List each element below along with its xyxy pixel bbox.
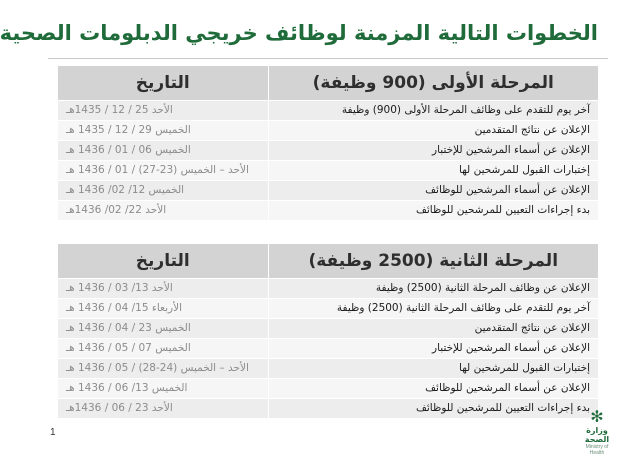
step-cell: الإعلان عن نتائج المتقدمين xyxy=(268,318,598,338)
step-cell: بدء إجراءات التعيين للمرشحين للوظائف xyxy=(268,398,598,418)
date-cell: الأحد 25 / 12 / 1435هـ xyxy=(58,100,268,120)
date-cell: الخميس 07 / 05 / 1436 هـ xyxy=(58,338,268,358)
page-title: الخطوات التالية المزمنة لوظائف خريجي الدبلومات الصحية xyxy=(0,21,598,45)
step-cell: الإعلان عن وظائف المرحلة الثانية (2500) وظيفة xyxy=(268,278,598,298)
step-cell: آخر يوم للتقدم على وظائف المرحلة الأولى (900) وظيفة xyxy=(268,100,598,120)
phase2-heading: المرحلة الثانية (2500 وظيفة) xyxy=(268,244,598,278)
phase2-date-heading: التاريخ xyxy=(58,244,268,278)
table-row xyxy=(58,398,598,418)
date-cell: الخميس 29 / 12 / 1435 هـ xyxy=(58,120,268,140)
date-cell: الخميس 06 / 01 / 1436 هـ xyxy=(58,140,268,160)
table-row xyxy=(58,298,598,318)
phase1-header-row xyxy=(58,66,598,100)
table-row xyxy=(58,100,598,120)
date-cell: الخميس 23 / 04 / 1436 هـ xyxy=(58,318,268,338)
page-number: 1 xyxy=(50,427,56,438)
title-divider xyxy=(48,58,608,59)
ministry-logo xyxy=(578,407,616,456)
date-cell: الخميس 13/ 06 / 1436 هـ xyxy=(58,378,268,398)
table-row xyxy=(58,160,598,180)
step-cell: الإعلان عن أسماء المرشحين للوظائف xyxy=(268,378,598,398)
step-cell: بدء إجراءات التعيين للمرشحين للوظائف xyxy=(268,200,598,220)
moh-emblem-icon: ✻ xyxy=(590,407,604,426)
step-cell: إختبارات القبول للمرشحين لها xyxy=(268,358,598,378)
date-cell: الأحد 13/ 03 / 1436 هـ xyxy=(58,278,268,298)
logo-subtext: Ministry of Health xyxy=(585,444,609,456)
step-cell: آخر يوم للتقدم على وظائف المرحلة الثانية (2500) وظيفة xyxy=(268,298,598,318)
table-row xyxy=(58,278,598,298)
date-cell: الأحد 22/ 02/ 1436هـ xyxy=(58,200,268,220)
step-cell: الإعلان عن أسماء المرشحين للإختبار xyxy=(268,338,598,358)
table-row xyxy=(58,358,598,378)
table-row xyxy=(58,200,598,220)
step-cell: إختبارات القبول للمرشحين لها xyxy=(268,160,598,180)
phase1-heading: المرحلة الأولى (900 وظيفة) xyxy=(268,66,598,100)
date-cell: الأربعاء 15/ 04 / 1436 هـ xyxy=(58,298,268,318)
table-row xyxy=(58,140,598,160)
step-cell: الإعلان عن نتائج المتقدمين xyxy=(268,120,598,140)
table-row xyxy=(58,338,598,358)
table-row xyxy=(58,120,598,140)
date-cell: الأحد – الخميس (23-27) / 01 / 1436 هـ xyxy=(58,160,268,180)
date-cell: الأحد 23 / 06 / 1436هـ xyxy=(58,398,268,418)
phase2-header-row xyxy=(58,244,598,278)
date-cell: الأحد – الخميس (24-28) / 05 / 1436 هـ xyxy=(58,358,268,378)
date-cell: الخميس 12/ 02/ 1436 هـ xyxy=(58,180,268,200)
table-row xyxy=(58,318,598,338)
phase1-date-heading: التاريخ xyxy=(58,66,268,100)
phase2-table xyxy=(58,244,598,419)
phase1-table xyxy=(58,66,598,221)
table-row xyxy=(58,180,598,200)
table-row xyxy=(58,378,598,398)
step-cell: الإعلان عن أسماء المرشحين للإختبار xyxy=(268,140,598,160)
logo-text: وزارة الصحة xyxy=(584,426,610,444)
step-cell: الإعلان عن أسماء المرشحين للوظائف xyxy=(268,180,598,200)
